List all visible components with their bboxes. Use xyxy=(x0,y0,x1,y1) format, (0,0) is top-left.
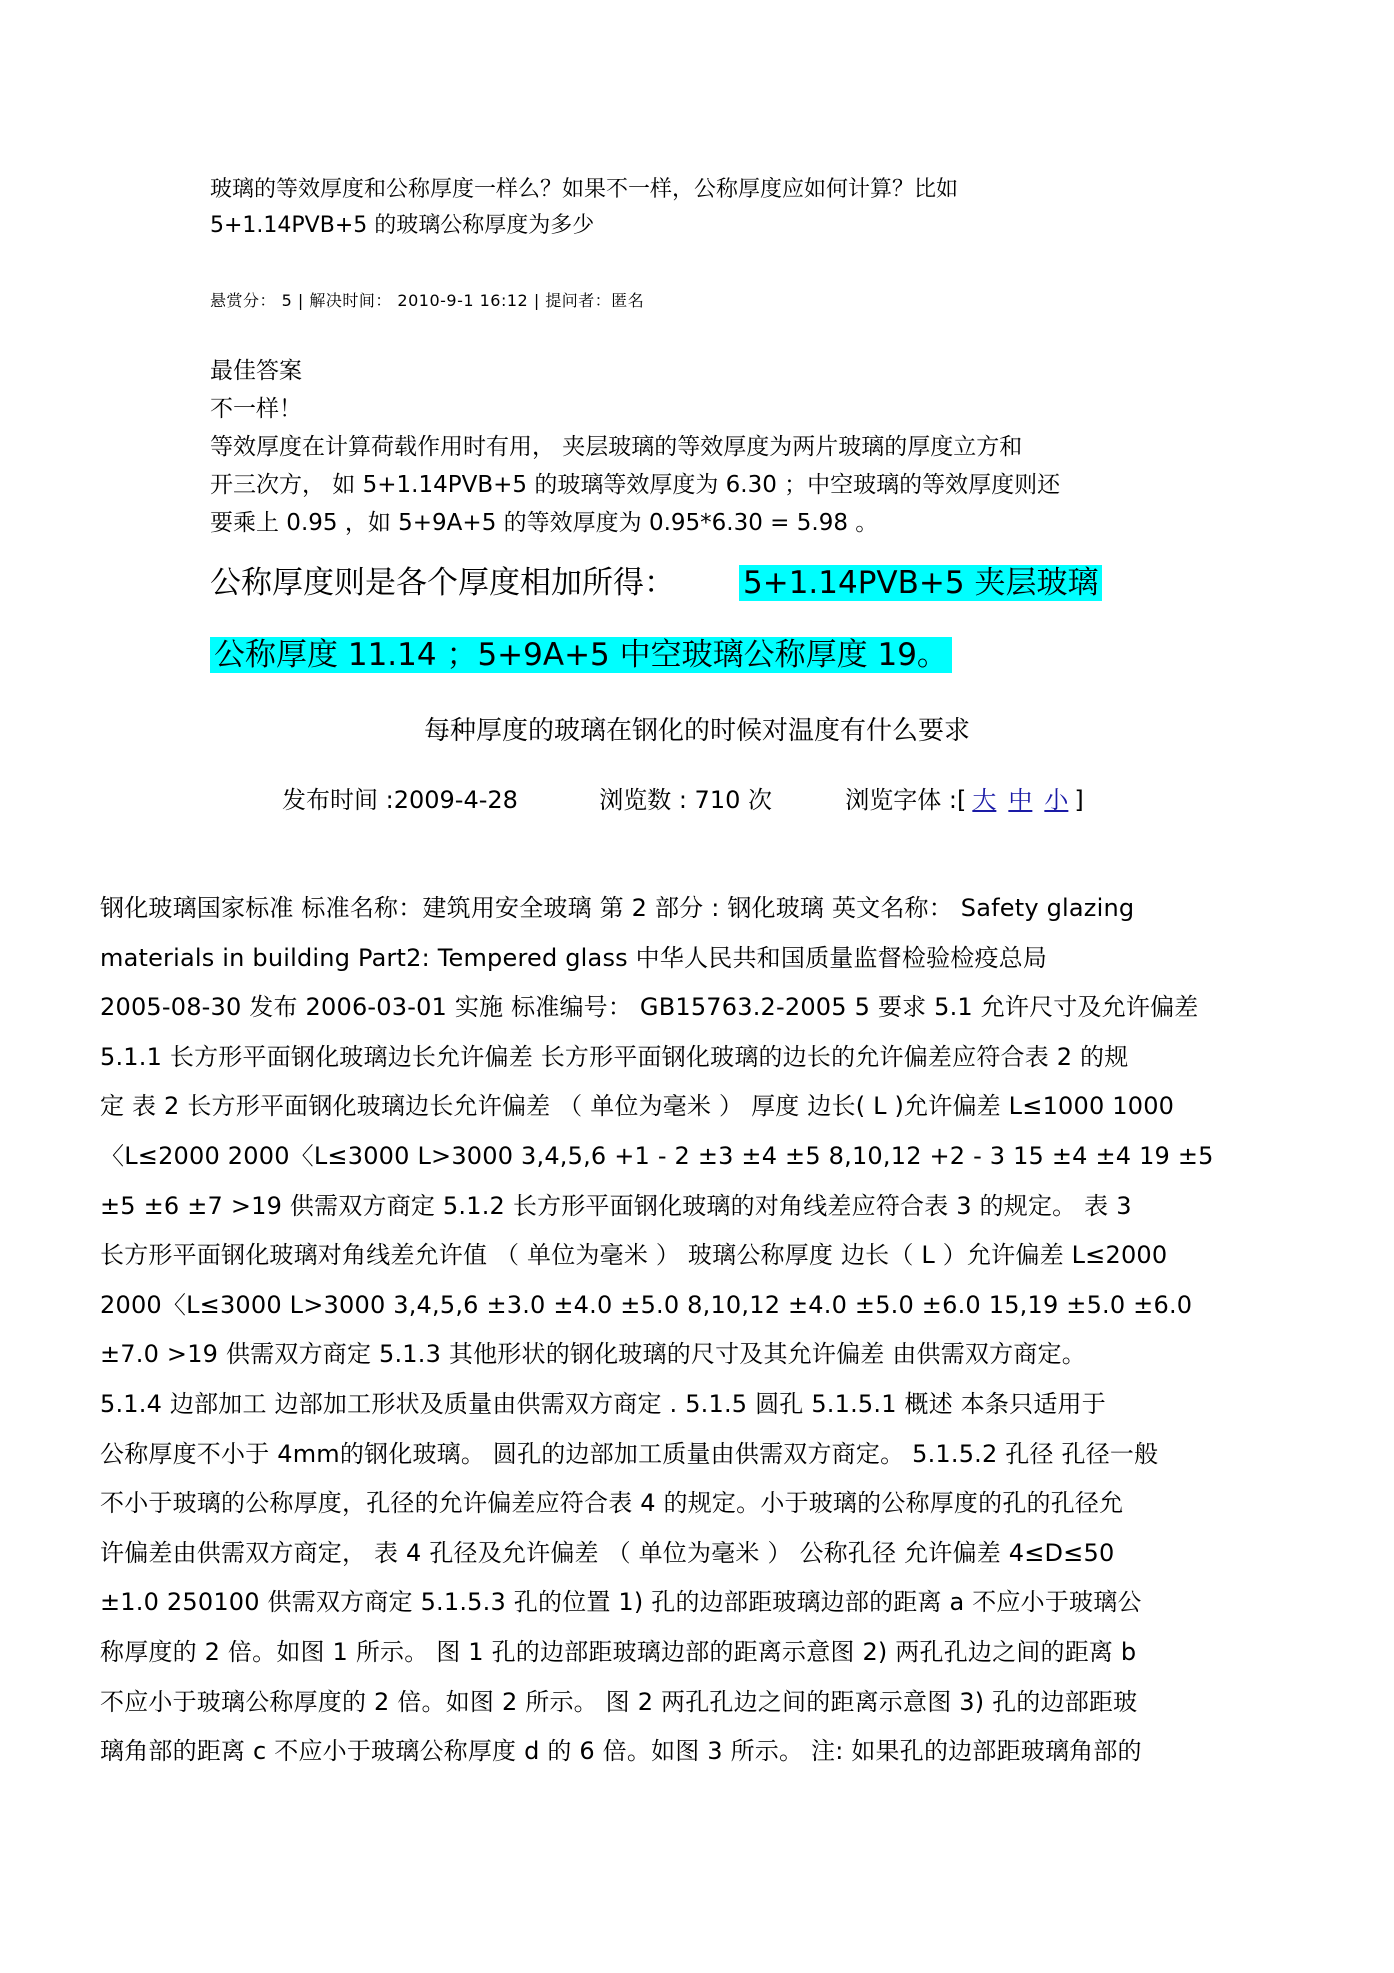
article-line: 定 表 2 长方形平面钢化玻璃边长允许偏差 （ 单位为毫米 ） 厚度 边长( L )允许偏差 L≤1000 1000 xyxy=(100,1092,1175,1121)
question-line-2: 5+1.14PVB+5 的玻璃公称厚度为多少 xyxy=(210,213,595,238)
highlight-plain-text: 公称厚度则是各个厚度相加所得： xyxy=(210,565,675,601)
best-answer-line: 要乘上 0.95 ，如 5+9A+5 的等效厚度为 0.95*6.30 = 5.98 。 xyxy=(210,510,879,536)
article-line: 5.1.1 长方形平面钢化玻璃边长允许偏差 长方形平面钢化玻璃的边长的允许偏差应符合表 2 的规 xyxy=(100,1042,1129,1071)
font-size-bracket: ] xyxy=(1074,786,1084,814)
article-line: 称厚度的 2 倍。如图 1 所示。 图 1 孔的边部距玻璃边部的距离示意图 2) 两孔孔边之间的距离 b xyxy=(100,1637,1137,1666)
font-size-large-link[interactable]: 大 xyxy=(972,786,997,814)
article-line: materials in building Part2: Tempered glass 中华人民共和国质量监督检验检疫总局 xyxy=(100,943,1048,972)
article-line: 许偏差由供需双方商定， 表 4 孔径及允许偏差 （ 单位为毫米 ） 公称孔径 允许偏差 4≤D≤50 xyxy=(100,1538,1115,1567)
article-line: 钢化玻璃国家标准 标准名称：建筑用安全玻璃 第 2 部分 : 钢化玻璃 英文名称： Safety glazing xyxy=(100,894,1135,922)
question-title xyxy=(210,172,1110,244)
highlight-line-1 xyxy=(210,560,1102,606)
article-line: 〈L≤2000 2000〈L≤3000 L>3000 3,4,5,6 +1 - 2 ±3 ±4 ±5 8,10,12 +2 - 3 15 ±4 ±4 19 ±5 xyxy=(100,1141,1214,1170)
article-line: 不应小于玻璃公称厚度的 2 倍。如图 2 所示。 图 2 两孔孔边之间的距离示意图 3) 孔的边部距玻 xyxy=(100,1687,1138,1716)
best-answer-line: 等效厚度在计算荷载作用时有用， 夹层玻璃的等效厚度为两片玻璃的厚度立方和 xyxy=(210,434,1023,460)
question-line-1: 玻璃的等效厚度和公称厚度一样么？如果不一样，公称厚度应如何计算？比如 xyxy=(210,177,959,202)
publish-date: 发布时间 :2009-4-28 xyxy=(282,786,518,814)
article-line: ±5 ±6 ±7 >19 供需双方商定 5.1.2 长方形平面钢化玻璃的对角线差应符合表 3 的规定。 表 3 xyxy=(100,1191,1132,1220)
article-line: 2000〈L≤3000 L>3000 3,4,5,6 ±3.0 ±4.0 ±5.0 8,10,12 ±4.0 ±5.0 ±6.0 15,19 ±5.0 ±6.0 xyxy=(100,1290,1193,1319)
highlight-marked-text: 5+1.14PVB+5 夹层玻璃 xyxy=(739,565,1102,601)
article-title: 每种厚度的玻璃在钢化的时候对温度有什么要求 xyxy=(423,716,970,746)
article-line: 璃角部的距离 c 不应小于玻璃公称厚度 d 的 6 倍。如图 3 所示。 注: 如果孔的边部距玻璃角部的 xyxy=(100,1737,1142,1766)
highlight-marked-text: 公称厚度 11.14 ；5+9A+5 中空玻璃公称厚度 19。 xyxy=(210,637,952,673)
font-size-label: 浏览字体 :[ xyxy=(845,786,967,814)
font-size-medium-link[interactable]: 中 xyxy=(1008,786,1033,814)
highlight-line-2 xyxy=(210,632,952,678)
article-body xyxy=(100,884,1310,1777)
article-line: 不小于玻璃的公称厚度，孔径的允许偏差应符合表 4 的规定。小于玻璃的公称厚度的孔的孔径允 xyxy=(100,1489,1124,1518)
article-line: 5.1.4 边部加工 边部加工形状及质量由供需双方商定 . 5.1.5 圆孔 5.1.5.1 概述 本条只适用于 xyxy=(100,1389,1106,1418)
question-meta: 悬赏分： 5 | 解决时间： 2010-9-1 16:12 | 提问者：匿名 xyxy=(210,291,645,310)
article-line: 公称厚度不小于 4mm的钢化玻璃。 圆孔的边部加工质量由供需双方商定。 5.1.5.2 孔径 孔径一般 xyxy=(100,1439,1159,1468)
article-info xyxy=(282,780,1084,815)
article-line: 长方形平面钢化玻璃对角线差允许值 （ 单位为毫米 ） 玻璃公称厚度 边长（ L ）允许偏差 L≤2000 xyxy=(100,1241,1168,1270)
article-line: 2005-08-30 发布 2006-03-01 实施 标准编号： GB15763.2-2005 5 要求 5.1 允许尺寸及允许偏差 xyxy=(100,993,1199,1022)
view-count: 浏览数 : 710 次 xyxy=(599,786,772,814)
font-size-small-link[interactable]: 小 xyxy=(1044,786,1069,814)
article-line: ±7.0 >19 供需双方商定 5.1.3 其他形状的钢化玻璃的尺寸及其允许偏差 由供需双方商定。 xyxy=(100,1340,1086,1369)
article-line: ±1.0 250100 供需双方商定 5.1.5.3 孔的位置 1) 孔的边部距玻璃边部的距离 a 不应小于玻璃公 xyxy=(100,1588,1142,1617)
best-answer-line: 不一样！ xyxy=(210,396,302,422)
best-answer-heading: 最佳答案 xyxy=(210,358,302,384)
best-answer-line: 开三次方， 如 5+1.14PVB+5 的玻璃等效厚度为 6.30 ；中空玻璃的等效厚度则还 xyxy=(210,472,1061,498)
best-answer xyxy=(210,352,1210,542)
